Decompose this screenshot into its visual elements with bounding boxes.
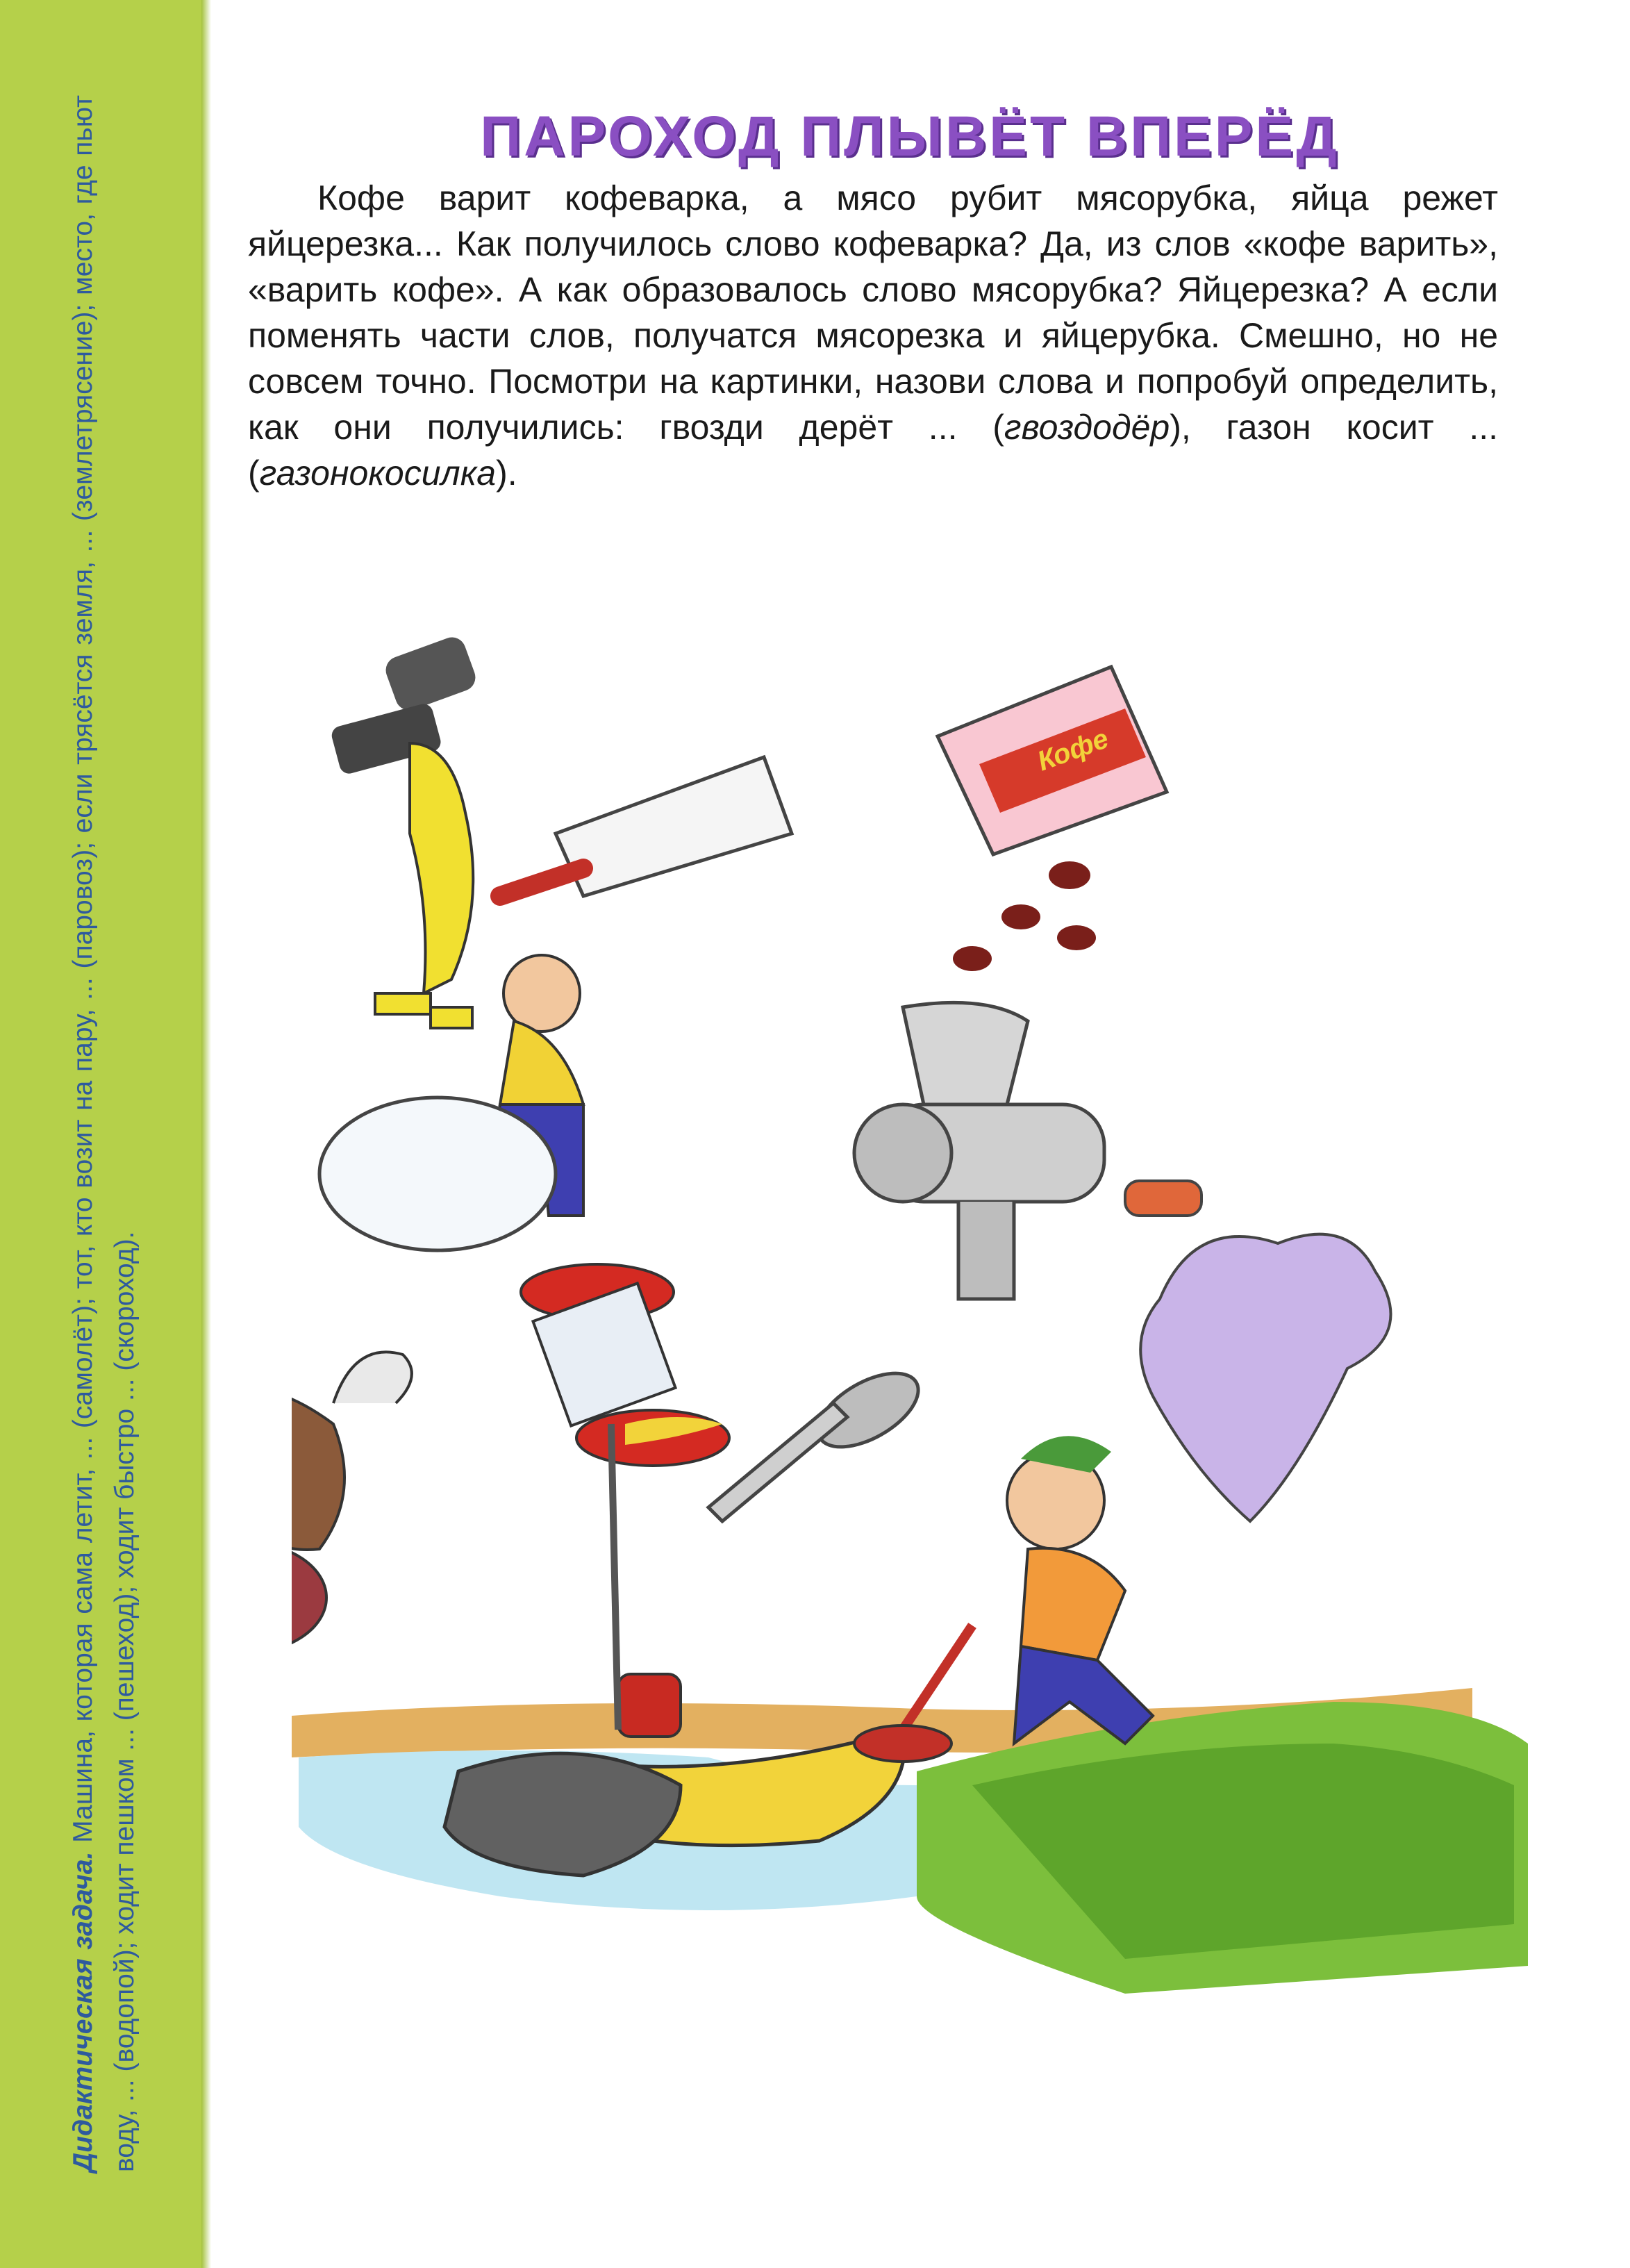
meat-grinder	[854, 1002, 1201, 1299]
intro-text-part2: ), газон косит ... (	[248, 408, 1499, 492]
egg	[319, 1098, 556, 1250]
didactic-task-text: Машина, которая сама летит, ... (самолёт); тот, кто возит на пару, ... (паровоз); если трясётся земля, ... (землетрясение); место, где пьют воду, ... (водопой); ходит пешком ... (пешеход); ходит быстро ... (скороход).	[68, 95, 140, 2172]
intro-text-part3: ).	[496, 454, 517, 492]
intro-text-part1: Кофе варит кофеварка, а мясо рубит мясорубка, яйца режет яйцерезка... Как получилось слово кофеварка? Да, из слов «кофе варить», «варить кофе». А как образовалось слово мясорубка? Яйцерезка? А если поменять части слов, получатся мясорезка и яйцерубка. Смешно, но не совсем точно. Посмотри на картинки, назови слова и попробуй определить, как они получились: гвозди дерёт ... (	[248, 179, 1498, 447]
coffee-pack	[938, 667, 1167, 971]
didactic-task-lead: Дидактическая задача.	[68, 1851, 98, 2172]
nail-puller-hammer	[330, 634, 479, 1028]
page-title: ПАРОХОД ПЛЫВЁТ ВПЕРЁД	[480, 105, 1340, 168]
intro-paragraph	[248, 175, 1498, 496]
sidebar-edge	[201, 0, 211, 2268]
answer-lawn-mower: газонокосилка	[259, 454, 497, 492]
answer-nail-puller: гвоздодёр	[1004, 408, 1170, 447]
steamboat	[444, 1417, 905, 1876]
nail	[708, 1358, 930, 1521]
didactic-task-note	[63, 95, 146, 2172]
vulture-with-ham	[292, 1352, 412, 1653]
steam-cloud	[1140, 1234, 1390, 1521]
coffee-pack-label: Кофе	[1033, 723, 1113, 777]
compound-words-illustration	[292, 604, 1556, 2216]
